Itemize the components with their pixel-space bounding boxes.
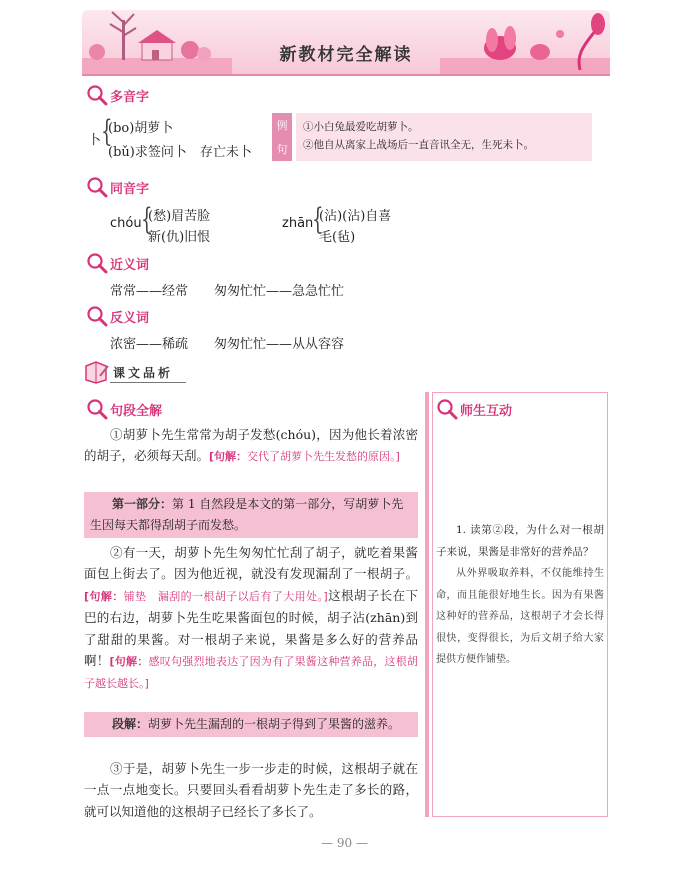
synonym-text: 常常——经常 匆匆忙忙——急急忙忙 xyxy=(110,284,345,299)
pinyin-zhan: zhān xyxy=(282,216,314,231)
homophone-zhan-2: 毛(毡) xyxy=(319,230,356,245)
sentence-note xyxy=(84,655,418,690)
brace: { xyxy=(141,202,153,237)
paragraph-2-summary xyxy=(84,712,418,737)
section-juduan-heading xyxy=(86,398,162,420)
flower-illustration xyxy=(440,10,610,74)
magnifier-icon xyxy=(86,252,108,274)
polyphone-char: 卜 xyxy=(88,133,102,148)
paragraph-1-text: ①胡萝卜先生常常为胡子发愁(chóu)，因为他长着浓密的胡子，必须每天刮。 xyxy=(84,427,418,464)
antonym-text: 浓密——稀疏 匆匆忙忙——从从容容 xyxy=(110,337,345,352)
section-fanyici-heading xyxy=(86,305,149,327)
interaction-question: 1. 读第②段，为什么对一根胡子来说，果酱是非常好的营养品？ xyxy=(436,524,604,558)
magnifier-icon xyxy=(436,398,458,420)
header-title: 新教材完全解读 xyxy=(279,45,413,65)
summary-text: 第 1 自然段是本文的第一部分，写胡萝卜先生因每天都得刮胡子而发愁。 xyxy=(90,497,404,532)
section-label: 师生互动 xyxy=(460,403,513,419)
reading-2: (bǔ)求签问卜 存亡未卜 xyxy=(108,145,252,160)
brace: { xyxy=(101,114,113,149)
example-body xyxy=(296,113,592,161)
reading-1: (bo)胡萝卜 xyxy=(108,121,174,136)
section-tongyinzi-heading xyxy=(86,176,149,198)
page-number: — 90 — xyxy=(321,836,368,850)
paragraph-2-text-2: 这根胡子长在下巴的右边，胡萝卜先生吃果酱面包的时候，胡子沾(zhān)到了甜甜的果酱。对一根胡子来说，果酱是多么好的营养品啊！ xyxy=(84,587,418,669)
book-pen-icon xyxy=(84,360,110,384)
homophone-chou-2: 新(仇)旧恨 xyxy=(148,230,211,245)
section-label: 近义词 xyxy=(110,257,150,273)
note-text: 感叹句强烈地表达了因为有了果酱这种营养品，这根胡子越长越长。] xyxy=(84,655,418,691)
section-label: 句段全解 xyxy=(110,403,163,419)
section-shisheng-heading xyxy=(436,398,512,420)
example-sentence-2: ②他自从离家上战场后一直音讯全无，生死未卜。 xyxy=(303,139,534,151)
note-tag: [句解： xyxy=(84,589,124,603)
interaction-content xyxy=(436,520,604,671)
summary-text: 胡萝卜先生漏刮的一根胡子得到了果酱的滋养。 xyxy=(148,717,401,731)
pinyin-chou: chóu xyxy=(110,216,142,231)
paragraph-3: ③于是，胡萝卜先生一步一步走的时候，这根胡子就在一点一点地变长。只要回头看看胡萝卜先生走了多长的路，就可以知道他的这根胡子已经长了多长了。 xyxy=(84,761,418,819)
paragraph-1 xyxy=(84,424,418,468)
sentence-note xyxy=(84,590,328,603)
note-tag: [句解： xyxy=(109,655,149,669)
section-label: 反义词 xyxy=(110,310,150,326)
example-box xyxy=(272,113,592,161)
section-label: 课文品析 xyxy=(113,365,174,380)
example-tag xyxy=(272,113,292,161)
summary-tag: 段解： xyxy=(112,717,149,731)
magnifier-icon xyxy=(86,305,108,327)
paragraph-2-text-1: ②有一天，胡萝卜先生匆匆忙忙刮了胡子，就吃着果酱面包上街去了。因为他近视，就没有发现漏刮了一根胡子。 xyxy=(84,545,418,582)
header-banner xyxy=(82,10,610,74)
interaction-answer: 从外界吸取养料，不仅能维持生命，而且能很好地生长。因为有果酱这种好的营养品，这根胡子才会长得很快，变得很长，为后文胡子给大家提供方便作铺垫。 xyxy=(436,568,604,665)
magnifier-icon xyxy=(86,176,108,198)
header-divider xyxy=(82,74,610,76)
heading-underline xyxy=(110,382,186,383)
brace: { xyxy=(312,202,324,237)
summary-tag: 第一部分： xyxy=(112,497,173,511)
note-text: 交代了胡萝卜先生发愁的原因。] xyxy=(247,450,400,464)
section-label: 同音字 xyxy=(110,181,150,197)
note-text: 铺垫 漏刮的一根胡子以后有了大用处。] xyxy=(123,589,328,603)
example-tag-char-1: 例 xyxy=(276,119,288,132)
part-1-summary xyxy=(84,492,418,538)
section-duoyinzi-heading xyxy=(86,84,149,106)
column-divider xyxy=(425,392,429,817)
section-jinyici-heading xyxy=(86,252,149,274)
section-label: 多音字 xyxy=(110,89,150,105)
homophone-zhan-1: (沾)(沾)自喜 xyxy=(319,209,392,224)
paragraph-2 xyxy=(84,542,418,695)
homophone-chou-1: (愁)眉苦脸 xyxy=(148,209,211,224)
magnifier-icon xyxy=(86,398,108,420)
magnifier-icon xyxy=(86,84,108,106)
sentence-note xyxy=(209,450,400,463)
example-tag-char-2: 句 xyxy=(276,143,288,156)
note-tag: [句解： xyxy=(209,450,248,464)
example-sentence-1: ①小白兔最爱吃胡萝卜。 xyxy=(303,121,419,133)
